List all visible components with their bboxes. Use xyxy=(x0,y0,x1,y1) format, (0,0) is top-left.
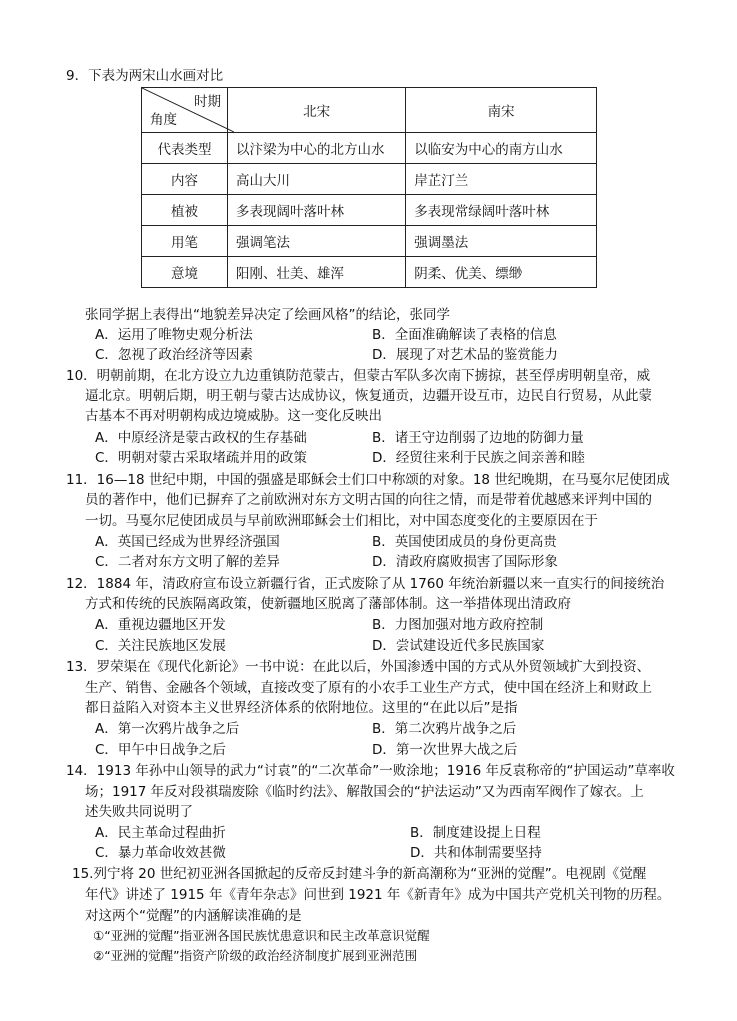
q10-line-3: 古基本不再对明朝构成边境威胁。这一变化反映出 xyxy=(85,408,382,424)
south-cell: 多表现常绿阔叶落叶林 xyxy=(406,195,597,226)
q13-option-b: B．第二次鸦片战争之后 xyxy=(372,721,517,737)
q9-option-b: B．全面准确解读了表格的信息 xyxy=(372,327,557,343)
q15-item-2: ②“亚洲的觉醒”指资产阶级的政治经济制度扩展到亚洲范围 xyxy=(93,948,418,963)
q10-option-d: D．经贸往来利于民族之间亲善和睦 xyxy=(372,450,585,466)
row-label: 用笔 xyxy=(142,226,228,257)
q11-line-3: 一切。马戛尔尼使团成员与早前欧洲耶稣会士们相比，对中国态度变化的主要原因在于 xyxy=(85,513,598,529)
q14-line-1: 14．1913 年孙中山领导的武力“讨袁”的“二次革命”一败涂地；1916 年反袁称帝的“护国运动”草率收 xyxy=(66,763,675,779)
q11-line-2: 员的著作中，他们已摒弃了之前欧洲对东方文明古国的向往之情，而是带着优越感来评判中国的 xyxy=(85,492,652,508)
q13-line-2: 生产、销售、金融各个领域，直接改变了原有的小农手工业生产方式，使中国在经济上和财政上 xyxy=(85,680,652,696)
south-cell: 岸芷汀兰 xyxy=(406,164,597,195)
q11-line-1: 11．16—18 世纪中期，中国的强盛是耶稣会士们口中称颂的对象。18 世纪晚期，在马戛尔尼使团成 xyxy=(66,472,670,488)
header-period-label: 时期 xyxy=(194,94,222,110)
north-cell: 多表现阔叶落叶林 xyxy=(228,195,406,226)
q9-option-a: A．运用了唯物史观分析法 xyxy=(95,327,253,343)
q10-option-c: C．明朝对蒙古采取堵疏并用的政策 xyxy=(95,450,307,466)
q12-line-1: 12．1884 年，清政府宣布设立新疆行省，正式废除了从 1760 年统治新疆以来一直实行的间接统治 xyxy=(66,576,665,592)
south-cell: 以临安为中心的南方山水 xyxy=(406,133,597,164)
q14-option-d: D．共和体制需要坚持 xyxy=(410,845,542,861)
q12-option-a: A．重视边疆地区开发 xyxy=(95,617,226,633)
q15-line-3: 对这两个“觉醒”的内涵解读准确的是 xyxy=(85,908,302,924)
north-cell: 阳刚、壮美、雄浑 xyxy=(228,257,406,288)
song-landscape-comparison-table xyxy=(141,87,597,288)
table-row xyxy=(142,164,597,195)
q9-option-d: D．展现了对艺术品的鉴赏能力 xyxy=(372,347,558,363)
q14-option-c: C．暴力革命收效甚微 xyxy=(95,845,226,861)
row-label: 意境 xyxy=(142,257,228,288)
q9-stem: 9．下表为两宋山水画对比 xyxy=(66,68,224,84)
q11-option-d: D．清政府腐败损害了国际形象 xyxy=(372,554,558,570)
q14-option-a: A．民主革命过程曲折 xyxy=(95,825,226,841)
north-cell: 强调笔法 xyxy=(228,226,406,257)
q13-option-a: A．第一次鸦片战争之后 xyxy=(95,721,240,737)
q10-line-1: 10．明朝前期，在北方设立九边重镇防范蒙古，但蒙古军队多次南下掳掠，甚至俘虏明朝皇帝，威 xyxy=(66,368,651,384)
q10-option-b: B．诸王守边削弱了边地的防御力量 xyxy=(372,430,584,446)
q12-option-c: C．关注民族地区发展 xyxy=(95,638,226,654)
row-label: 内容 xyxy=(142,164,228,195)
row-label: 代表类型 xyxy=(142,133,228,164)
q10-option-a: A．中原经济是蒙古政权的生存基础 xyxy=(95,430,307,446)
q11-option-c: C．二者对东方文明了解的差异 xyxy=(95,554,280,570)
table-row xyxy=(142,133,597,164)
q15-line-1: 15.列宁将 20 世纪初亚洲各国掀起的反帝反封建斗争的新高潮称为“亚洲的觉醒”。电视剧《觉醒 xyxy=(72,866,647,882)
q14-line-2: 场；1917 年反对段祺瑞废除《临时约法》、解散国会的“护法运动”又为西南军阀作了嫁衣。上 xyxy=(85,784,644,800)
table-diagonal-header-cell xyxy=(142,88,228,133)
header-aspect-label: 角度 xyxy=(150,112,177,128)
north-cell: 以汴梁为中心的北方山水 xyxy=(228,133,406,164)
south-cell: 阴柔、优美、缥缈 xyxy=(406,257,597,288)
south-cell: 强调墨法 xyxy=(406,226,597,257)
q10-line-2: 逼北京。明朝后期，明王朝与蒙古达成协议，恢复通贡，边疆开设互市，边民自行贸易，从此蒙 xyxy=(85,388,652,404)
table-row xyxy=(142,226,597,257)
row-label: 植被 xyxy=(142,195,228,226)
q14-option-b: B．制度建设提上日程 xyxy=(410,825,541,841)
q15-line-2: 年代》讲述了 1915 年《青年杂志》问世到 1921 年《新青年》成为中国共产党机关刊物的历程。 xyxy=(85,887,671,903)
q13-line-1: 13．罗荣渠在《现代化新论》一书中说：在此以后，外国渗透中国的方式从外贸领域扩大到投资、 xyxy=(66,659,651,675)
north-cell: 高山大川 xyxy=(228,164,406,195)
q11-option-b: B．英国使团成员的身份更高贵 xyxy=(372,534,557,550)
q12-line-2: 方式和传统的民族隔离政策，使新疆地区脱离了藩部体制。这一举措体现出清政府 xyxy=(85,596,571,612)
q12-option-b: B．力图加强对地方政府控制 xyxy=(372,617,544,633)
header-south-song: 南宋 xyxy=(406,88,597,133)
q15-item-1: ①“亚洲的觉醒”指亚洲各国民族忧患意识和民主改革意识觉醒 xyxy=(93,928,430,943)
header-north-song: 北宋 xyxy=(228,88,406,133)
table-row xyxy=(142,257,597,288)
q13-option-c: C．甲午中日战争之后 xyxy=(95,742,226,758)
q13-option-d: D．第一次世界大战之后 xyxy=(372,742,518,758)
q9-conclusion: 张同学据上表得出“地貌差异决定了绘画风格”的结论，张同学 xyxy=(85,307,450,323)
q13-line-3: 都日益陷入对资本主义世界经济体系的依附地位。这里的“在此以后”是指 xyxy=(85,700,518,716)
q14-line-3: 述失败共同说明了 xyxy=(85,804,193,820)
q9-option-c: C．忽视了政治经济等因素 xyxy=(95,347,253,363)
table-row xyxy=(142,195,597,226)
q11-option-a: A．英国已经成为世界经济强国 xyxy=(95,534,280,550)
q12-option-d: D．尝试建设近代多民族国家 xyxy=(372,638,545,654)
